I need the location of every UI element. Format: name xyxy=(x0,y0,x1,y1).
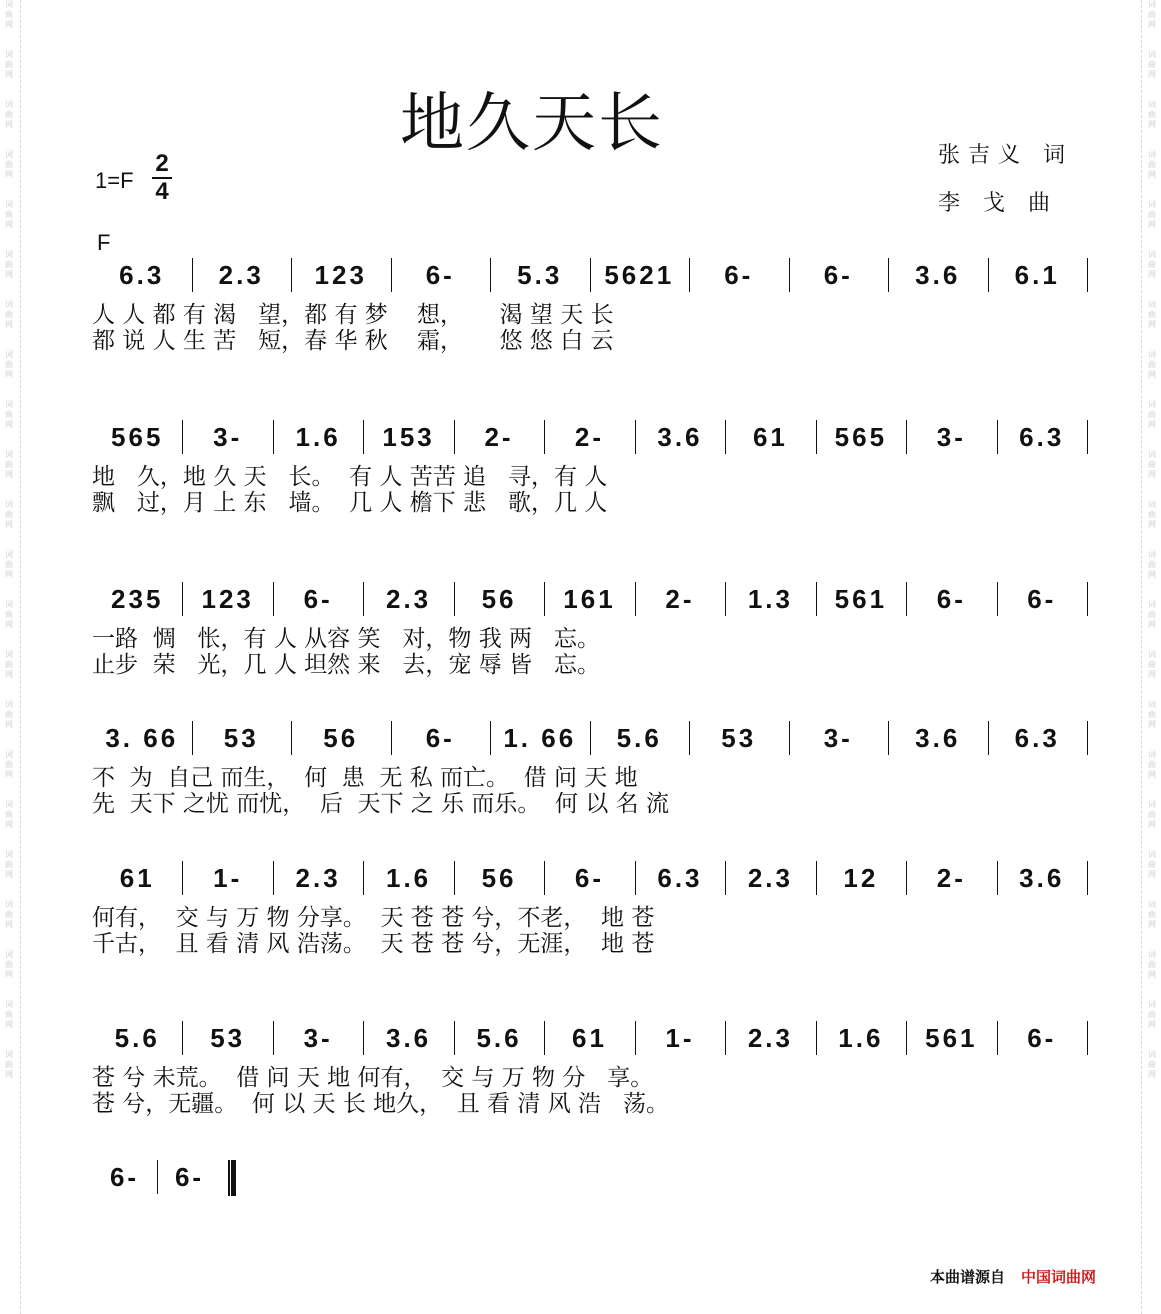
measure xyxy=(789,250,889,302)
measure-notes: 123 xyxy=(314,260,367,290)
measure-notes: 6- xyxy=(109,1162,140,1192)
barline xyxy=(1087,582,1088,616)
measure-notes: 56 xyxy=(323,723,359,753)
measure xyxy=(92,713,192,765)
measure-notes: 6- xyxy=(936,584,966,614)
measure-notes: 3.6 xyxy=(915,260,961,290)
measure xyxy=(273,1013,363,1065)
measure xyxy=(590,713,690,765)
lyric-verse-2 xyxy=(92,1230,1092,1256)
measure-notes: 61 xyxy=(572,1023,607,1053)
measure xyxy=(816,1013,906,1065)
measure xyxy=(988,713,1088,765)
measure-notes: 3.6 xyxy=(915,723,961,753)
measure-notes: 1.6 xyxy=(386,863,432,893)
barline xyxy=(1087,420,1088,454)
measure-notes: 5.6 xyxy=(616,723,662,753)
measure xyxy=(906,853,996,905)
measure xyxy=(725,412,815,464)
measure-notes: 3.6 xyxy=(657,422,703,452)
measure xyxy=(454,1013,544,1065)
barline xyxy=(1087,721,1088,755)
notation-row xyxy=(92,853,1092,905)
time-signature-bottom: 4 xyxy=(155,178,169,205)
lyric-verse-1: 不 为 自己 而生， 何 患 无 私 而亡。 借 问 天 地 xyxy=(92,765,638,791)
measure xyxy=(997,853,1087,905)
measure-notes: 1- xyxy=(665,1023,695,1053)
measure-notes: 565 xyxy=(111,422,164,452)
measure xyxy=(635,853,725,905)
key-signature: 1=F xyxy=(95,168,134,193)
measure xyxy=(92,1152,157,1204)
measure xyxy=(789,713,889,765)
measure xyxy=(906,412,996,464)
measure-notes: 161 xyxy=(563,584,616,614)
lyric-verse-1: 苍 兮 未荒。 借 问 天 地 何有， 交 与 万 物 分 享。 xyxy=(92,1065,654,1091)
measure-notes: 2- xyxy=(936,863,966,893)
score-system xyxy=(92,250,1092,354)
measure xyxy=(997,412,1087,464)
measure xyxy=(888,250,988,302)
measure xyxy=(544,1013,634,1065)
measure-notes: 5.3 xyxy=(517,260,563,290)
lyric-verse-1: 地 久，地 久 天 长。 有 人 苦苦 追 寻，有 人 xyxy=(92,464,608,490)
measure-notes: 6- xyxy=(425,260,455,290)
measure-notes: 6.3 xyxy=(1019,422,1065,452)
composer-credit: 李 戈 曲 xyxy=(938,191,1058,216)
notation-row xyxy=(92,713,1092,765)
measure xyxy=(689,713,789,765)
notation-row xyxy=(92,1013,1092,1065)
measure xyxy=(906,574,996,626)
measure-notes: 2- xyxy=(484,422,514,452)
measure-notes: 6- xyxy=(724,260,754,290)
notation-row xyxy=(92,412,1092,464)
measure xyxy=(635,574,725,626)
measure xyxy=(635,1013,725,1065)
measure xyxy=(291,713,391,765)
lyric-verse-1: 何有， 交 与 万 物 分享。 天 苍 苍 兮，不老， 地 苍 xyxy=(92,905,655,931)
measure-notes: 53 xyxy=(210,1023,246,1053)
measure xyxy=(725,853,815,905)
lyric-verse-2: 先 天下 之忧 而忧， 后 天下 之 乐 而乐。 何 以 名 流 xyxy=(92,791,669,817)
measure-notes: 3- xyxy=(303,1023,333,1053)
measure xyxy=(92,574,182,626)
measure-notes: 6- xyxy=(823,260,853,290)
measure-notes: 6.3 xyxy=(119,260,165,290)
measure xyxy=(454,853,544,905)
source-brand: 中国词曲网 xyxy=(1021,1268,1097,1286)
measure xyxy=(157,1152,222,1204)
measure-notes: 56 xyxy=(481,863,517,893)
measure xyxy=(363,1013,453,1065)
measure-notes: 3- xyxy=(936,422,966,452)
measure xyxy=(490,250,590,302)
measure-notes: 5621 xyxy=(604,260,675,290)
measure-notes: 6- xyxy=(303,584,333,614)
barline xyxy=(1087,258,1088,292)
source-label: 本曲谱源自 xyxy=(930,1268,1006,1286)
measure xyxy=(182,853,272,905)
measure-notes: 1. 66 xyxy=(503,723,577,753)
score-system xyxy=(92,574,1092,678)
measure-notes: 6.1 xyxy=(1014,260,1060,290)
lyric-verse-2: 都 说 人 生 苦 短，春 华 秋 霜， 悠 悠 白 云 xyxy=(92,328,614,354)
score-system xyxy=(92,1152,1092,1256)
measure-notes: 1- xyxy=(213,863,243,893)
right-edge-line xyxy=(1141,0,1142,1314)
measure xyxy=(391,250,491,302)
measure-notes: 6- xyxy=(425,723,455,753)
measure xyxy=(997,574,1087,626)
measure xyxy=(888,713,988,765)
measure-notes: 61 xyxy=(119,863,155,893)
measure xyxy=(273,574,363,626)
time-signature-top: 2 xyxy=(155,150,169,177)
measure xyxy=(544,574,634,626)
lyric-verse-1 xyxy=(92,1204,1092,1230)
right-watermark: 词 曲 网 词 曲 网 词 曲 网 词 曲 网 词 曲 网 词 曲 网 词 曲 网 词 曲 网 词 曲 网 词 曲 网 词 曲 网 词 曲 网 词 曲 网 词 曲 网 词 曲 网 词 曲 网 词 曲 网 词 曲 网 词 曲 网 词 曲 网 词 曲 网 词 曲 网 xyxy=(1148,0,1156,1079)
measure xyxy=(92,250,192,302)
measure-notes: 3- xyxy=(213,422,243,452)
time-signature xyxy=(152,152,172,204)
chord-symbol: F xyxy=(97,230,111,255)
measure xyxy=(544,412,634,464)
barline xyxy=(1087,861,1088,895)
measure xyxy=(273,412,363,464)
measure-notes: 2.3 xyxy=(218,260,264,290)
measure-notes: 2.3 xyxy=(747,863,793,893)
barline xyxy=(1087,1021,1088,1055)
measure-notes: 5.6 xyxy=(476,1023,522,1053)
measure xyxy=(182,574,272,626)
measure-notes: 3.6 xyxy=(1019,863,1065,893)
score-system xyxy=(92,1013,1092,1117)
measure-notes: 53 xyxy=(721,723,757,753)
measure-notes: 5.6 xyxy=(114,1023,160,1053)
measure-notes: 3- xyxy=(823,723,853,753)
measure xyxy=(490,713,590,765)
measure xyxy=(988,250,1088,302)
measure-notes: 561 xyxy=(925,1023,978,1053)
lyric-verse-2: 苍 兮，无疆。 何 以 天 长 地久， 且 看 清 风 浩 荡。 xyxy=(92,1091,669,1117)
measure xyxy=(192,250,292,302)
measure xyxy=(544,853,634,905)
measure-notes: 3.6 xyxy=(386,1023,432,1053)
measure-notes: 6- xyxy=(574,863,605,893)
measure-notes: 2- xyxy=(574,422,605,452)
measure-notes: 61 xyxy=(752,422,788,452)
measure-notes: 2- xyxy=(665,584,695,614)
measure xyxy=(391,713,491,765)
lyric-verse-2: 止步 荣 光，几 人 坦然 来 去，宠 辱 皆 忘。 xyxy=(92,652,600,678)
measure xyxy=(635,412,725,464)
measure xyxy=(725,574,815,626)
measure-notes: 12 xyxy=(843,863,879,893)
left-edge-line xyxy=(20,0,21,1314)
measure xyxy=(816,412,906,464)
measure-notes: 1.6 xyxy=(295,422,341,452)
measure xyxy=(291,250,391,302)
measure xyxy=(590,250,690,302)
measure xyxy=(273,853,363,905)
score-system xyxy=(92,412,1092,516)
lyricist-credit: 张吉义 词 xyxy=(938,143,1073,168)
measure xyxy=(454,412,544,464)
measure-notes: 153 xyxy=(382,422,435,452)
notation-row xyxy=(92,574,1092,626)
measure-notes: 6- xyxy=(1027,1023,1057,1053)
measure xyxy=(363,412,453,464)
measure-notes: 56 xyxy=(481,584,517,614)
measure xyxy=(192,713,292,765)
measure xyxy=(454,574,544,626)
final-barline xyxy=(228,1160,236,1196)
measure-notes: 3. 66 xyxy=(105,723,179,753)
measure xyxy=(182,412,272,464)
measure xyxy=(997,1013,1087,1065)
measure xyxy=(816,574,906,626)
song-title: 地久天长 xyxy=(400,87,664,161)
measure-notes: 6.3 xyxy=(1014,723,1060,753)
notation-row xyxy=(92,1152,1092,1204)
measure xyxy=(92,853,182,905)
measure-notes: 6.3 xyxy=(657,863,703,893)
measure xyxy=(906,1013,996,1065)
measure xyxy=(363,574,453,626)
lyric-verse-2: 千古， 且 看 清 风 浩荡。 天 苍 苍 兮，无涯， 地 苍 xyxy=(92,931,655,957)
left-watermark: 词 曲 网 词 曲 网 词 曲 网 词 曲 网 词 曲 网 词 曲 网 词 曲 网 词 曲 网 词 曲 网 词 曲 网 词 曲 网 词 曲 网 词 曲 网 词 曲 网 词 曲 网 词 曲 网 词 曲 网 词 曲 网 词 曲 网 词 曲 网 词 曲 网 词 曲 网 xyxy=(5,0,13,1079)
source-note xyxy=(930,1266,1096,1287)
measure-notes: 561 xyxy=(834,584,888,614)
measure xyxy=(816,853,906,905)
measure-notes: 53 xyxy=(223,723,259,753)
measure-notes: 1.3 xyxy=(747,584,793,614)
score-system xyxy=(92,853,1092,957)
measure-notes: 2.3 xyxy=(747,1023,793,1053)
measure xyxy=(182,1013,272,1065)
measure-notes: 6- xyxy=(174,1162,205,1192)
measure xyxy=(363,853,453,905)
measure xyxy=(92,1013,182,1065)
measure xyxy=(725,1013,815,1065)
notation-row xyxy=(92,250,1092,302)
score-system xyxy=(92,713,1092,817)
measure-notes: 123 xyxy=(201,584,254,614)
measure-notes: 235 xyxy=(111,584,164,614)
measure xyxy=(92,412,182,464)
measure-notes: 6- xyxy=(1027,584,1057,614)
measure-notes: 1.6 xyxy=(838,1023,884,1053)
measure-notes: 2.3 xyxy=(295,863,341,893)
measure-notes: 565 xyxy=(834,422,888,452)
measure xyxy=(689,250,789,302)
lyric-verse-1: 一路 惆 怅，有 人 从容 笑 对，物 我 两 忘。 xyxy=(92,626,600,652)
lyric-verse-2: 飘 过，月 上 东 墙。 几 人 檐下 悲 歌，几 人 xyxy=(92,490,608,516)
lyric-verse-1: 人 人 都 有 渴 望，都 有 梦 想， 渴 望 天 长 xyxy=(92,302,614,328)
measure-notes: 2.3 xyxy=(386,584,432,614)
